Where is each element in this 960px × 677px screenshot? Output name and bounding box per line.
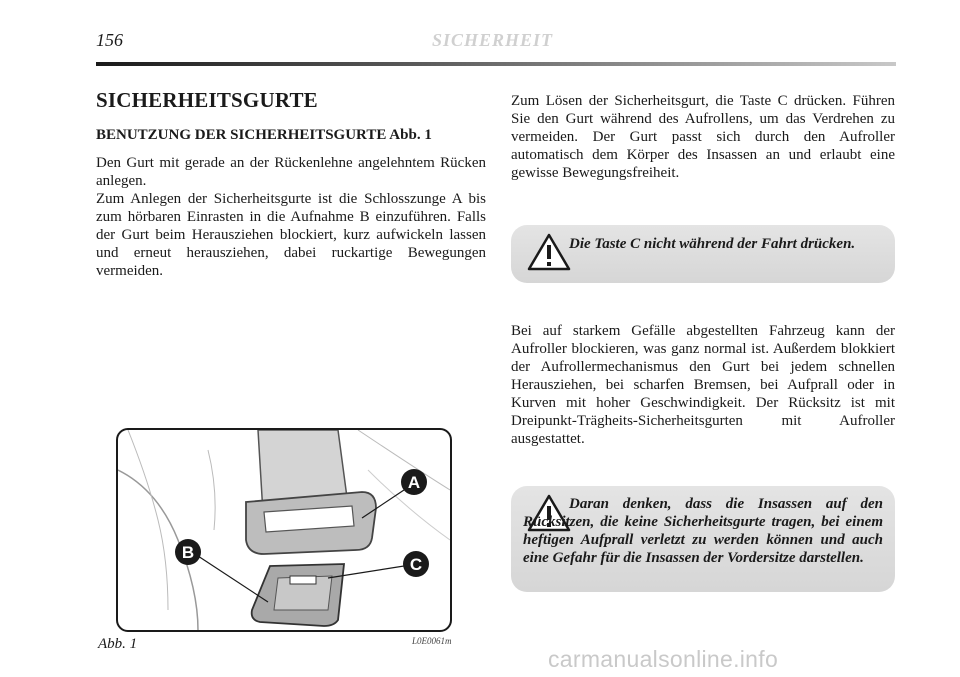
page-title: SICHERHEITSGURTE <box>96 88 318 112</box>
left-column <box>96 88 486 280</box>
figure-caption: Abb. 1 <box>98 636 138 652</box>
figure-abb-1 <box>116 428 452 632</box>
right-column-lower <box>511 322 895 448</box>
header-divider <box>96 62 896 66</box>
warning-text: Die Taste C nicht während der Fahrt drücken. <box>569 236 856 252</box>
callout-a: A <box>407 473 421 492</box>
right-column <box>511 92 895 182</box>
seatbelt-buckle-illustration <box>118 430 450 630</box>
page-number: 156 <box>96 30 123 50</box>
body-paragraph: Den Gurt mit gerade an der Rückenlehne angelehntem Rücken anlegen. <box>96 155 486 189</box>
watermark: carmanualsonline.info <box>548 646 779 672</box>
callout-c: C <box>409 555 423 574</box>
warning-box <box>511 225 895 283</box>
warning-text: Daran denken, dass die Insassen auf den Rücksitzen, die keine Sicherheitsgurte tragen, bei einem heftigen Aufprall verletzt zu werden können und auch eine Gefahr für die Insassen der Vordersitze darstellen. <box>523 496 883 566</box>
body-paragraph: Bei auf starkem Gefälle abgestellten Fahrzeug kann der Aufroller blockieren, was ganz normal ist. Außerdem blokkiert der Aufrollermechanismus den Gurt bei jedem schnellen Herausziehen, bei scharfen Bremsen, bei Aufprall oder in Kurven mit hoher Geschwindigkeit. Der Rücksitz ist mit Dreipunkt-Trägheits-Sicherheitsgurten mit Aufroller ausgestattet. <box>511 323 895 447</box>
figure-code: L0E0061m <box>412 636 452 646</box>
warning-box <box>511 486 895 592</box>
callout-b: B <box>181 543 195 562</box>
subsection-title: BENUTZUNG DER SICHERHEITSGURTE Abb. 1 <box>96 127 432 143</box>
section-title: SICHERHEIT <box>432 30 554 50</box>
body-paragraph: Zum Anlegen der Sicherheitsgurte ist die Schlosszunge A bis zum hörbaren Einrasten in die Aufnahme B einzuführen. Falls der Gurt beim Herausziehen blockiert, kurz aufwickeln lassen und erneut herausziehen, dabei ruckartige Bewegungen vermeiden. <box>96 191 486 279</box>
body-paragraph: Zum Lösen der Sicherheitsgurt, die Taste C drücken. Führen Sie den Gurt während des Aufrollens, um das Verdrehen zu vermeiden. Der Gurt passt sich durch den Aufroller automatisch dem Körper des Insassen an und erlaubt eine gewisse Bewegungsfreiheit. <box>511 93 895 181</box>
warning-triangle-icon <box>527 233 571 271</box>
